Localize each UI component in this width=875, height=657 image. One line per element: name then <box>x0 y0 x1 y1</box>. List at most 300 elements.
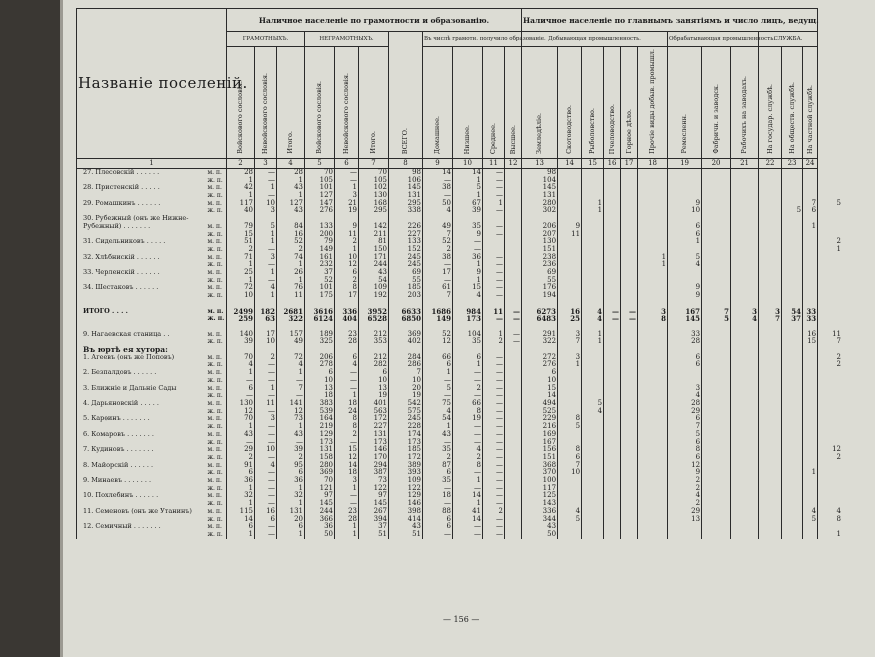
table-cell <box>759 485 782 493</box>
table-cell <box>702 331 731 339</box>
table-cell: 176 <box>522 284 558 292</box>
table-row <box>77 431 843 439</box>
table-cell: 133 <box>389 238 423 246</box>
table-cell <box>782 446 803 454</box>
table-cell: 3 <box>335 192 359 200</box>
table-cell <box>604 184 621 192</box>
table-cell <box>621 346 638 354</box>
col-number: 8 <box>389 158 423 168</box>
table-cell <box>621 415 638 423</box>
table-row <box>77 323 843 331</box>
table-cell: 8 <box>335 284 359 292</box>
sex-label: м. п. <box>207 269 222 277</box>
table-cell <box>702 531 731 539</box>
sex-label: ж. п. <box>207 245 223 253</box>
table-cell: 8 <box>453 462 483 470</box>
table-cell <box>759 215 782 223</box>
table-cell <box>731 223 759 231</box>
table-cell <box>702 454 731 462</box>
table-cell <box>731 346 759 354</box>
table-cell <box>731 254 759 262</box>
table-cell: 8 <box>335 423 359 431</box>
table-cell: — <box>423 177 453 185</box>
table-cell: 35 <box>423 477 453 485</box>
sex-label: ж. п. <box>207 438 223 446</box>
table-cell: 24 <box>335 408 359 416</box>
table-cell: 6850 <box>389 315 423 323</box>
table-cell: — <box>483 207 505 215</box>
table-cell: 14 <box>335 462 359 470</box>
sex-label <box>207 215 227 223</box>
table-cell: 25 <box>558 315 582 323</box>
table-cell: — <box>423 261 453 269</box>
table-cell: 1 <box>483 331 505 339</box>
table-cell: 127 <box>277 200 305 208</box>
table-cell: 130 <box>359 192 389 200</box>
table-cell: — <box>483 392 505 400</box>
col-number: 20 <box>702 158 731 168</box>
table-cell: 4 <box>582 308 604 316</box>
table-cell <box>759 462 782 470</box>
table-cell: 563 <box>359 408 389 416</box>
table-cell <box>803 238 818 246</box>
table-cell: 1 <box>227 500 255 508</box>
table-cell: 23 <box>335 508 359 516</box>
table-cell <box>582 446 604 454</box>
table-cell: 12 <box>227 408 255 416</box>
table-cell <box>505 454 522 462</box>
table-cell: 151 <box>522 454 558 462</box>
table-cell: 5 <box>558 423 582 431</box>
sex-label: ж. п. <box>207 292 223 300</box>
table-cell: 115 <box>227 508 255 516</box>
table-cell <box>558 385 582 393</box>
table-cell <box>604 323 621 331</box>
table-cell: 11 <box>277 292 305 300</box>
table-cell <box>782 377 803 385</box>
col-header: На обществ. службѣ. <box>782 47 803 159</box>
table-cell: 1 <box>453 277 483 285</box>
table-cell <box>604 392 621 400</box>
table-cell <box>604 500 621 508</box>
table-cell <box>582 177 604 185</box>
table-cell: 6 <box>423 469 453 477</box>
table-cell <box>759 500 782 508</box>
table-cell: 182 <box>255 308 277 316</box>
table-cell: — <box>255 277 277 285</box>
table-cell <box>582 523 604 531</box>
sex-label: м. п. <box>207 461 222 469</box>
table-cell <box>818 215 842 223</box>
table-cell: 6528 <box>359 315 389 323</box>
table-cell: — <box>335 177 359 185</box>
table-cell: — <box>483 292 505 300</box>
table-cell: 389 <box>389 462 423 470</box>
table-cell: 6124 <box>305 315 335 323</box>
table-cell <box>759 423 782 431</box>
table-cell: 145 <box>668 315 702 323</box>
table-cell <box>803 392 818 400</box>
table-cell: — <box>277 392 305 400</box>
table-cell: 2 <box>277 246 305 254</box>
table-cell <box>803 361 818 369</box>
table-cell: — <box>505 315 522 323</box>
table-cell: — <box>453 469 483 477</box>
table-cell <box>505 261 522 269</box>
table-cell: 4 <box>668 261 702 269</box>
table-cell <box>582 500 604 508</box>
table-cell: 14 <box>453 492 483 500</box>
table-cell: — <box>483 408 505 416</box>
table-cell: 5 <box>582 400 604 408</box>
table-cell: 150 <box>359 246 389 254</box>
table-cell: 1 <box>277 485 305 493</box>
table-cell <box>582 361 604 369</box>
table-cell <box>759 223 782 231</box>
table-cell: 23 <box>335 331 359 339</box>
table-cell <box>803 485 818 493</box>
settlement-name: 4. Дарьяновскій . . . . . <box>77 400 207 408</box>
table-cell <box>604 354 621 362</box>
sex-label: ж. п. <box>207 530 223 538</box>
table-cell <box>759 508 782 516</box>
table-cell <box>818 277 842 285</box>
table-cell: — <box>423 277 453 285</box>
table-cell: 6 <box>277 523 305 531</box>
table-cell: 52 <box>423 331 453 339</box>
table-cell <box>782 184 803 192</box>
table-cell: — <box>255 168 277 176</box>
table-cell <box>803 523 818 531</box>
table-cell <box>582 184 604 192</box>
table-cell <box>621 508 638 516</box>
sex-label: м. п. <box>207 238 222 246</box>
table-cell: 43 <box>227 431 255 439</box>
table-cell: 6 <box>227 469 255 477</box>
table-cell: 130 <box>227 400 255 408</box>
table-cell: — <box>483 377 505 385</box>
table-cell: — <box>423 500 453 508</box>
table-cell: 1 <box>335 184 359 192</box>
table-cell <box>621 184 638 192</box>
table-cell: — <box>423 485 453 493</box>
table-cell: 4 <box>803 508 818 516</box>
table-cell <box>505 215 522 223</box>
table-cell: — <box>453 439 483 447</box>
table-cell <box>731 492 759 500</box>
table-cell <box>604 446 621 454</box>
table-cell <box>702 254 731 262</box>
table-cell <box>702 246 731 254</box>
table-cell <box>638 369 668 377</box>
table-cell <box>731 192 759 200</box>
table-cell <box>782 215 803 223</box>
table-cell <box>604 331 621 339</box>
settlement-name: Рубежный) . . . . . . . <box>77 223 207 231</box>
table-cell <box>582 269 604 277</box>
table-cell: 1 <box>227 369 255 377</box>
table-cell: 200 <box>305 231 335 239</box>
table-cell <box>505 361 522 369</box>
table-cell <box>505 207 522 215</box>
table-cell: 7 <box>818 338 842 346</box>
col-header: Войскового сословія. <box>305 47 335 159</box>
table-cell <box>638 523 668 531</box>
sex-label: ж. п. <box>207 276 223 284</box>
table-row <box>77 454 843 462</box>
table-cell: 146 <box>389 500 423 508</box>
settlement-name: 1. Агеевъ (онъ же Поповъ) <box>77 354 207 362</box>
table-cell <box>782 516 803 524</box>
table-cell <box>621 485 638 493</box>
table-row <box>77 223 843 231</box>
table-cell: 5 <box>803 516 818 524</box>
table-row <box>77 168 843 176</box>
table-cell <box>702 361 731 369</box>
table-cell: 4 <box>582 315 604 323</box>
settlement-name: 31. Сидельниковъ . . . . . <box>77 238 207 246</box>
table-cell <box>782 485 803 493</box>
table-cell: 6 <box>335 269 359 277</box>
table-cell <box>702 369 731 377</box>
table-cell: 98 <box>389 168 423 176</box>
table-cell: 38 <box>423 184 453 192</box>
table-cell: 131 <box>305 446 335 454</box>
table-cell <box>818 392 842 400</box>
settlement-name <box>77 531 207 539</box>
table-cell <box>731 238 759 246</box>
table-cell: 194 <box>522 292 558 300</box>
table-cell <box>731 454 759 462</box>
table-cell <box>782 323 803 331</box>
table-cell: 294 <box>359 462 389 470</box>
table-cell <box>818 284 842 292</box>
table-cell: 74 <box>277 254 305 262</box>
table-cell <box>782 408 803 416</box>
table-cell: — <box>423 392 453 400</box>
table-cell: 1 <box>255 238 277 246</box>
table-cell <box>803 439 818 447</box>
table-cell: 28 <box>335 516 359 524</box>
table-cell: — <box>335 439 359 447</box>
table-cell: 41 <box>453 508 483 516</box>
table-cell <box>702 462 731 470</box>
table-cell <box>731 408 759 416</box>
table-cell <box>702 415 731 423</box>
sex-label: м. п. <box>207 199 222 207</box>
table-cell <box>803 431 818 439</box>
table-cell: 149 <box>305 246 335 254</box>
table-cell: 29 <box>668 508 702 516</box>
sex-label: ж. п. <box>207 261 223 269</box>
col-number: 12 <box>505 158 522 168</box>
settlement-name: ИТОГО . . . . <box>77 308 207 316</box>
table-cell: 174 <box>389 431 423 439</box>
table-cell: 2499 <box>227 308 255 316</box>
table-cell: 19 <box>359 392 389 400</box>
table-cell <box>782 423 803 431</box>
col-header: Итого. <box>359 47 389 159</box>
table-cell <box>759 200 782 208</box>
table-cell <box>731 392 759 400</box>
table-cell: 6273 <box>522 308 558 316</box>
table-cell <box>731 168 759 176</box>
table-cell: 32 <box>277 492 305 500</box>
table-cell <box>638 284 668 292</box>
table-cell: 12 <box>668 462 702 470</box>
table-cell <box>604 215 621 223</box>
table-cell: — <box>255 369 277 377</box>
table-cell <box>731 284 759 292</box>
col-number: 19 <box>668 158 702 168</box>
table-cell <box>702 269 731 277</box>
table-cell: — <box>505 331 522 339</box>
table-cell <box>621 423 638 431</box>
table-cell <box>668 523 702 531</box>
table-cell: 1 <box>227 423 255 431</box>
table-cell <box>604 385 621 393</box>
col-header: Ремесленн. <box>668 47 702 159</box>
table-cell: 4 <box>453 292 483 300</box>
table-cell <box>604 277 621 285</box>
table-cell <box>604 377 621 385</box>
table-cell <box>818 168 842 176</box>
table-row <box>77 469 843 477</box>
table-cell: — <box>483 254 505 262</box>
table-cell: 295 <box>389 200 423 208</box>
table-cell: 5 <box>782 207 803 215</box>
table-cell <box>638 392 668 400</box>
table-cell <box>604 292 621 300</box>
table-cell: 3 <box>255 254 277 262</box>
sex-label: ж. п. <box>207 207 223 215</box>
table-cell: 101 <box>305 284 335 292</box>
table-cell <box>731 338 759 346</box>
table-cell: 10 <box>227 292 255 300</box>
table-cell <box>818 408 842 416</box>
table-cell <box>803 277 818 285</box>
table-cell: 1 <box>277 369 305 377</box>
sex-label: м. п. <box>207 330 222 338</box>
table-cell: 29 <box>668 408 702 416</box>
table-cell <box>604 369 621 377</box>
sex-label: ж. п. <box>207 423 223 431</box>
sex-label: м. п. <box>207 507 222 515</box>
table-cell: — <box>255 431 277 439</box>
table-cell: 54 <box>359 277 389 285</box>
table-cell <box>782 477 803 485</box>
table-row <box>77 477 843 485</box>
table-cell <box>621 261 638 269</box>
table-cell <box>702 238 731 246</box>
table-cell: 6 <box>227 523 255 531</box>
table-cell: 69 <box>389 269 423 277</box>
table-cell: 130 <box>522 238 558 246</box>
settlement-name: 2. Безпалдовъ . . . . . . <box>77 369 207 377</box>
table-cell: 232 <box>305 261 335 269</box>
table-cell <box>582 492 604 500</box>
table-cell: 117 <box>227 200 255 208</box>
table-cell: 212 <box>359 331 389 339</box>
table-cell <box>621 168 638 176</box>
table-cell <box>505 254 522 262</box>
table-cell: — <box>255 423 277 431</box>
table-cell: 37 <box>359 523 389 531</box>
table-cell <box>782 385 803 393</box>
table-cell: 121 <box>305 485 335 493</box>
table-cell <box>604 477 621 485</box>
table-cell <box>759 469 782 477</box>
table-cell: 338 <box>389 207 423 215</box>
table-cell: 2 <box>668 477 702 485</box>
table-cell: 151 <box>522 246 558 254</box>
table-cell <box>759 284 782 292</box>
table-cell: — <box>255 408 277 416</box>
table-cell <box>818 315 842 323</box>
table-cell: 2 <box>335 277 359 285</box>
table-cell: 1 <box>453 500 483 508</box>
table-cell: — <box>483 454 505 462</box>
table-cell: 97 <box>305 492 335 500</box>
table-cell: 146 <box>359 446 389 454</box>
table-row <box>77 508 843 516</box>
table-cell: 2 <box>483 508 505 516</box>
table-cell: 66 <box>453 400 483 408</box>
table-cell: 14 <box>522 392 558 400</box>
table-cell <box>731 469 759 477</box>
table-cell <box>731 485 759 493</box>
table-cell: 26 <box>277 269 305 277</box>
table-cell: 244 <box>305 508 335 516</box>
table-cell: 39 <box>227 338 255 346</box>
table-cell: 131 <box>389 192 423 200</box>
table-cell <box>604 207 621 215</box>
table-row <box>77 284 843 292</box>
table-cell <box>759 431 782 439</box>
table-row <box>77 207 843 215</box>
table-cell: 3 <box>731 308 759 316</box>
table-cell <box>505 469 522 477</box>
table-cell <box>759 238 782 246</box>
table-cell: 81 <box>359 238 389 246</box>
table-cell: 69 <box>522 269 558 277</box>
table-cell <box>782 354 803 362</box>
table-cell: 227 <box>389 231 423 239</box>
table-cell: 36 <box>453 254 483 262</box>
table-cell: 1 <box>453 177 483 185</box>
table-cell: — <box>335 385 359 393</box>
table-cell <box>731 354 759 362</box>
table-cell <box>621 446 638 454</box>
table-cell <box>731 385 759 393</box>
table-cell: 226 <box>389 223 423 231</box>
table-cell <box>731 523 759 531</box>
table-cell <box>582 277 604 285</box>
table-cell: 284 <box>389 354 423 362</box>
table-cell: 79 <box>305 238 335 246</box>
table-cell <box>782 269 803 277</box>
table-cell: 7 <box>423 231 453 239</box>
table-cell: 1 <box>255 269 277 277</box>
table-cell: 1 <box>453 261 483 269</box>
table-cell: — <box>483 523 505 531</box>
table-cell <box>803 415 818 423</box>
table-cell: 43 <box>277 431 305 439</box>
table-cell: 15 <box>803 338 818 346</box>
table-cell: 147 <box>305 200 335 208</box>
table-cell: 11 <box>483 308 505 316</box>
table-cell: 36 <box>277 477 305 485</box>
